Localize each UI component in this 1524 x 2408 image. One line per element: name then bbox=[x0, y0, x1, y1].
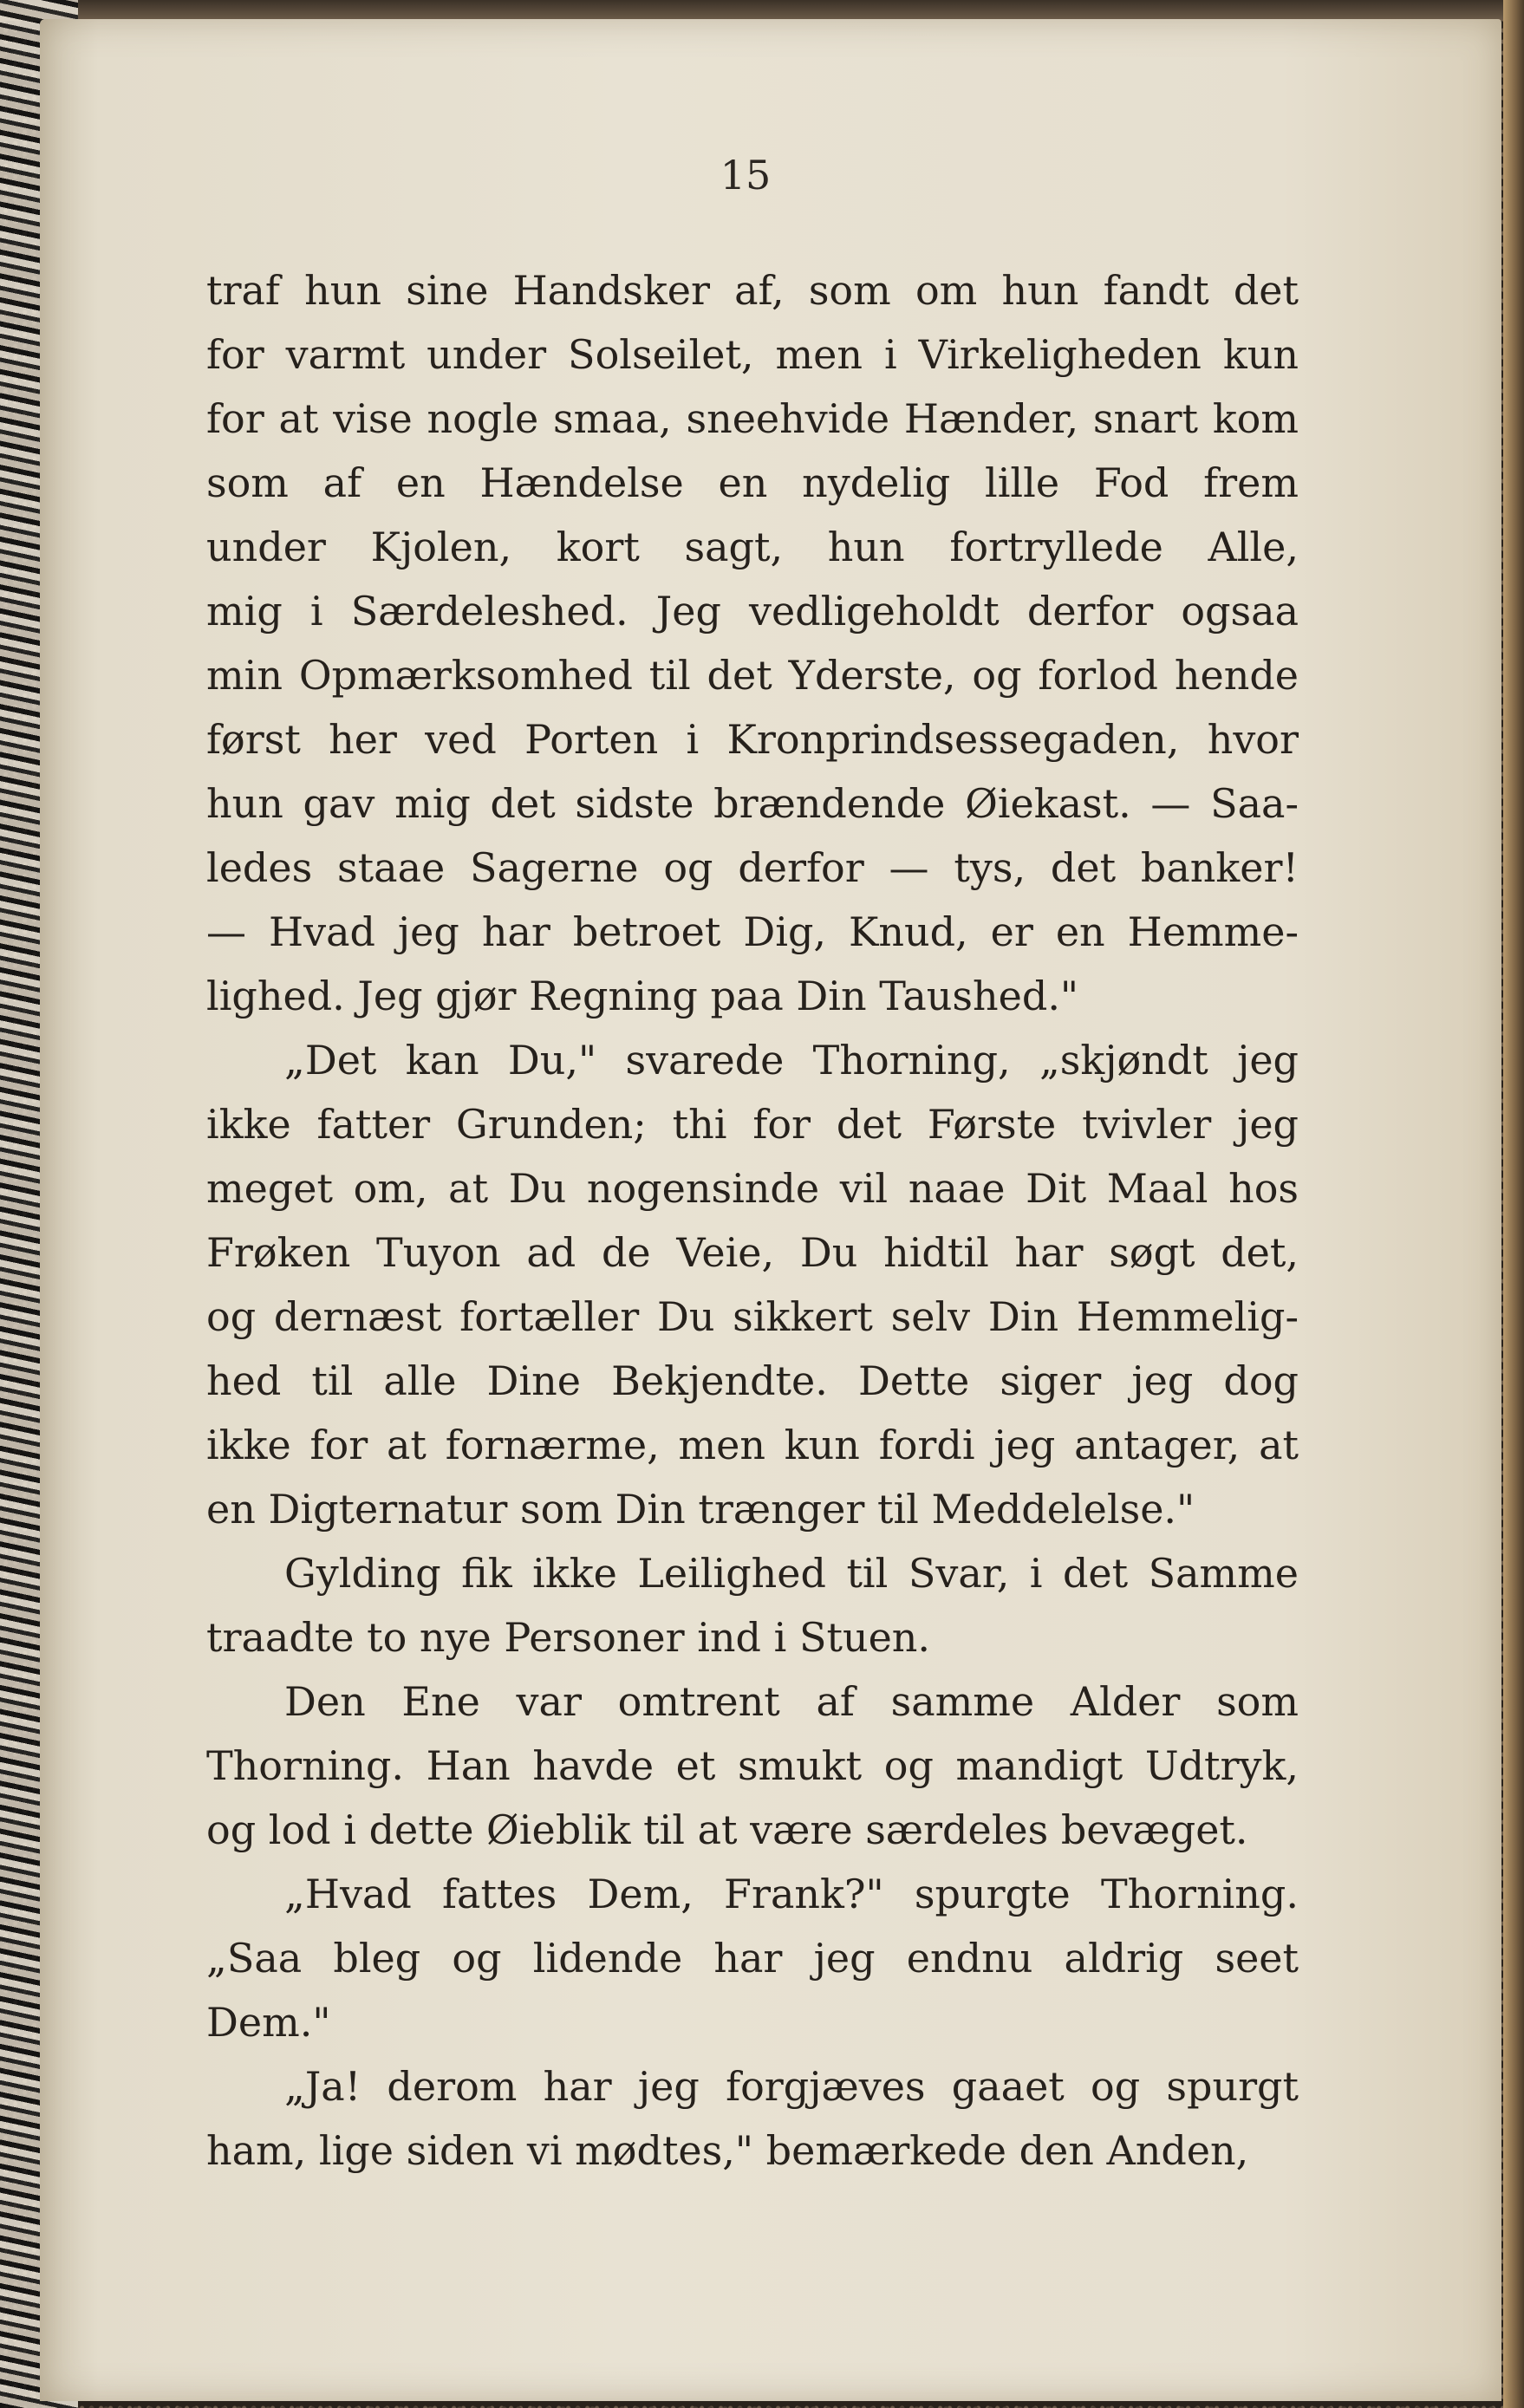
body-text bbox=[206, 258, 1299, 2183]
text-line: min Opmærksomhed til det Yderste, og forlod hende bbox=[206, 652, 1299, 699]
text-line: ikke for at fornærme, men kun fordi jeg antager, at bbox=[206, 1422, 1299, 1468]
text-line: Den Ene var omtrent af samme Alder som bbox=[284, 1678, 1299, 1725]
text-line: for at vise nogle smaa, sneehvide Hænder, snart kom bbox=[206, 395, 1299, 442]
text-line: og lod i dette Øieblik til at være særdeles bevæget. bbox=[206, 1806, 1248, 1853]
text-line: „Saa bleg og lidende har jeg endnu aldrig seet bbox=[206, 1935, 1299, 1982]
text-line: for varmt under Solseilet, men i Virkeligheden kun bbox=[206, 331, 1299, 378]
text-line: Gylding fik ikke Leilighed til Svar, i det Samme bbox=[284, 1550, 1299, 1597]
text-line: mig i Særdeleshed. Jeg vedligeholdt derfor ogsaa bbox=[206, 588, 1299, 635]
text-line: lighed. Jeg gjør Regning paa Din Taushed." bbox=[206, 973, 1079, 1019]
text-line: Frøken Tuyon ad de Veie, Du hidtil har søgt det, bbox=[206, 1229, 1299, 1276]
text-line: ikke fatter Grunden; thi for det Første tvivler jeg bbox=[206, 1101, 1299, 1148]
text-line: ham, lige siden vi mødtes," bemærkede den Anden, bbox=[206, 2127, 1249, 2174]
text-line: og dernæst fortæller Du sikkert selv Din Hemmelig- bbox=[206, 1293, 1299, 1340]
text-line: „Hvad fattes Dem, Frank?" spurgte Thorning. bbox=[284, 1871, 1299, 1917]
text-line: meget om, at Du nogensinde vil naae Dit Maal hos bbox=[206, 1165, 1299, 1212]
text-line: som af en Hændelse en nydelig lille Fod frem bbox=[206, 459, 1299, 506]
text-line: traf hun sine Handsker af, som om hun fandt det bbox=[206, 267, 1299, 314]
text-line: „Ja! derom har jeg forgjæves gaaet og spurgt bbox=[284, 2063, 1299, 2110]
text-line: hed til alle Dine Bekjendte. Dette siger jeg dog bbox=[206, 1357, 1299, 1404]
text-line: hun gav mig det sidste brændende Øiekast. — Saa- bbox=[206, 780, 1299, 827]
text-line: en Digternatur som Din trænger til Meddelelse." bbox=[206, 1486, 1195, 1533]
book-top-edge bbox=[0, 0, 1524, 21]
text-line: under Kjolen, kort sagt, hun fortryllede Alle, bbox=[206, 524, 1299, 570]
page-number: 15 bbox=[720, 152, 772, 198]
text-line: traadte to nye Personer ind i Stuen. bbox=[206, 1614, 931, 1661]
book-right-edge bbox=[1503, 0, 1524, 2408]
text-line: Dem." bbox=[206, 1999, 331, 2046]
text-line: „Det kan Du," svarede Thorning, „skjøndt jeg bbox=[284, 1037, 1299, 1084]
text-line: — Hvad jeg har betroet Dig, Knud, er en Hemme- bbox=[206, 908, 1299, 955]
text-line: først her ved Porten i Kronprindsessegaden, hvor bbox=[206, 716, 1299, 763]
text-line: ledes staae Sagerne og derfor — tys, det banker! bbox=[206, 844, 1299, 891]
text-line: Thorning. Han havde et smukt og mandigt Udtryk, bbox=[206, 1742, 1299, 1789]
